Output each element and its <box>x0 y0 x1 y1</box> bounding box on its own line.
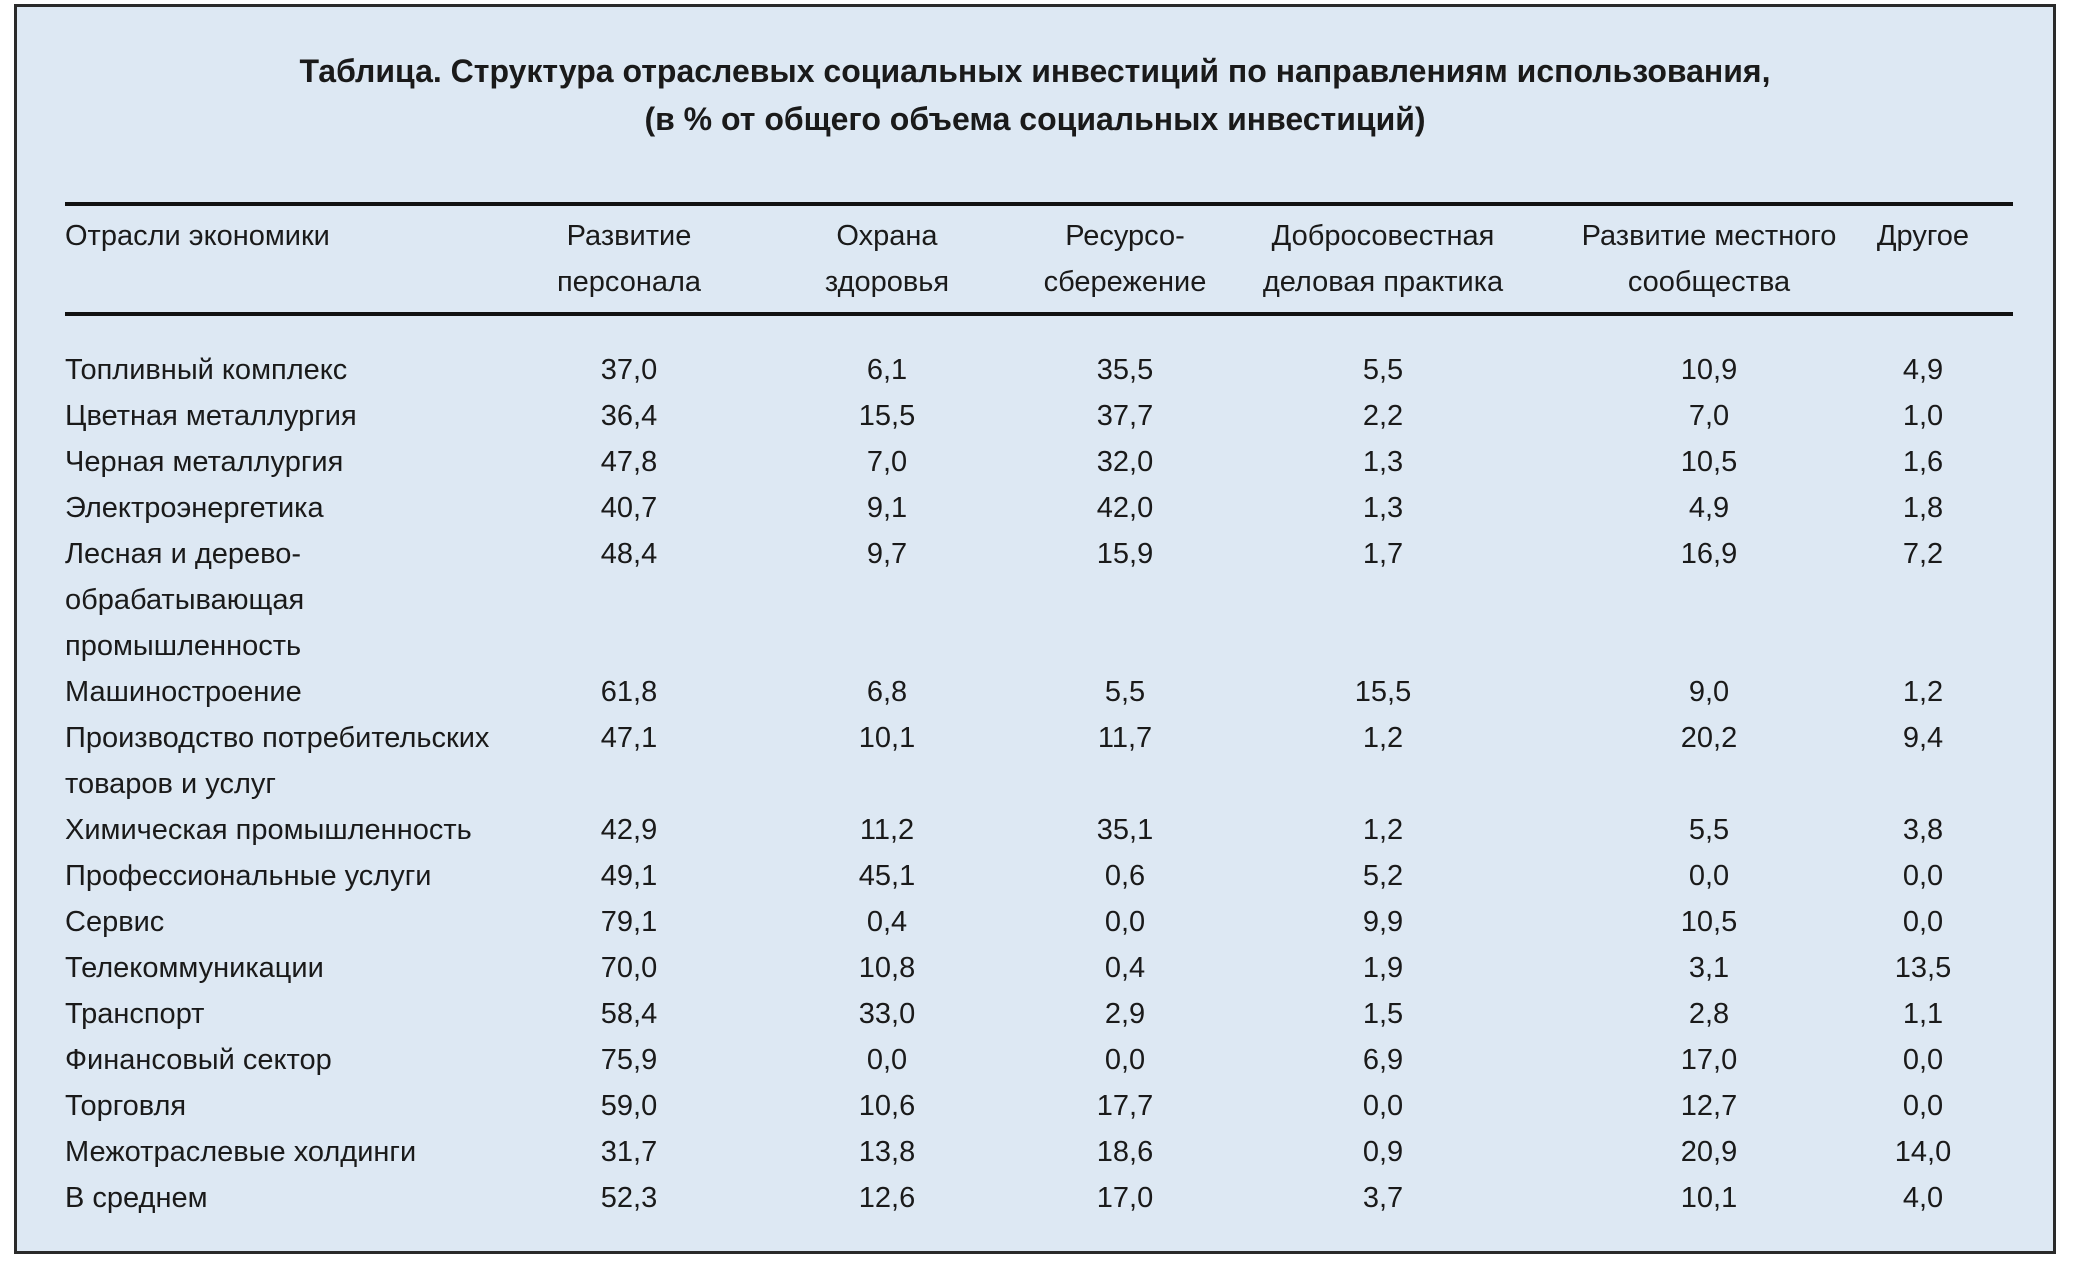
header-text: Охрана <box>836 220 938 252</box>
value-cell: 10,6 <box>858 1090 916 1122</box>
industry-name <box>65 1037 332 1083</box>
value-cell: 15,5 <box>1354 676 1412 708</box>
value-cell: 48,4 <box>600 538 658 570</box>
header-text: Отрасли экономики <box>65 220 330 252</box>
value-cell: 2,2 <box>1362 400 1404 432</box>
value-cell: 9,9 <box>1362 906 1404 938</box>
value-cell: 2,8 <box>1688 998 1730 1030</box>
value-cell: 18,6 <box>1096 1136 1154 1168</box>
value-cell: 15,5 <box>858 400 916 432</box>
value-cell: 12,6 <box>858 1182 916 1214</box>
value-cell: 0,0 <box>1902 906 1944 938</box>
industry-name-line: Цветная металлургия <box>65 400 357 432</box>
value-cell: 1,2 <box>1362 814 1404 846</box>
industry-name-line: Финансовый сектор <box>65 1044 332 1076</box>
industry-name-line: Химическая промышленность <box>65 814 472 846</box>
value-cell: 4,9 <box>1902 354 1944 386</box>
industry-name-line: Транспорт <box>65 998 205 1030</box>
industry-name <box>65 531 304 669</box>
table-title <box>17 47 2053 143</box>
value-cell: 35,5 <box>1096 354 1154 386</box>
value-cell: 6,1 <box>866 354 908 386</box>
value-cell: 1,5 <box>1362 998 1404 1030</box>
value-cell: 3,1 <box>1688 952 1730 984</box>
value-cell: 14,0 <box>1894 1136 1952 1168</box>
header-text: деловая практика <box>1262 266 1504 298</box>
industry-name-line: промышленность <box>65 630 302 662</box>
industry-name <box>65 807 472 853</box>
value-cell: 13,8 <box>858 1136 916 1168</box>
industry-name-line: Межотраслевые холдинги <box>65 1136 417 1168</box>
value-cell: 9,0 <box>1688 676 1730 708</box>
value-cell: 0,0 <box>1902 860 1944 892</box>
value-cell: 42,9 <box>600 814 658 846</box>
value-cell: 0,6 <box>1104 860 1146 892</box>
value-cell: 37,7 <box>1096 400 1154 432</box>
value-cell: 1,0 <box>1902 400 1944 432</box>
value-cell: 5,2 <box>1362 860 1404 892</box>
industry-name <box>65 1083 186 1129</box>
header-staff-development <box>519 213 739 305</box>
value-cell: 4,9 <box>1688 492 1730 524</box>
value-cell: 0,9 <box>1362 1136 1404 1168</box>
value-cell: 31,7 <box>600 1136 658 1168</box>
value-cell: 0,0 <box>1902 1044 1944 1076</box>
header-industry <box>65 213 330 259</box>
value-cell: 35,1 <box>1096 814 1154 846</box>
industry-name <box>65 1129 416 1175</box>
value-cell: 10,5 <box>1680 906 1738 938</box>
value-cell: 79,1 <box>600 906 658 938</box>
value-cell: 10,9 <box>1680 354 1738 386</box>
value-cell: 10,1 <box>1680 1182 1738 1214</box>
industry-name-line: Торговля <box>65 1090 187 1122</box>
header-bottom-rule <box>65 312 2013 316</box>
industry-name-line: Электроэнергетика <box>65 492 324 524</box>
value-cell: 45,1 <box>858 860 916 892</box>
value-cell: 0,0 <box>1902 1090 1944 1122</box>
value-cell: 42,0 <box>1096 492 1154 524</box>
value-cell: 7,2 <box>1902 538 1944 570</box>
value-cell: 36,4 <box>600 400 658 432</box>
value-cell: 0,0 <box>866 1044 908 1076</box>
value-cell: 40,7 <box>600 492 658 524</box>
value-cell: 13,5 <box>1894 952 1952 984</box>
value-cell: 1,8 <box>1902 492 1944 524</box>
industry-name <box>65 991 204 1037</box>
header-top-rule <box>65 202 2013 206</box>
value-cell: 5,5 <box>1688 814 1730 846</box>
industry-name <box>65 347 347 393</box>
industry-name <box>65 945 324 991</box>
title-line-1: Таблица. Структура отраслевых социальных инвестиций по направлениям использования, <box>299 53 1771 89</box>
header-text: Ресурсо- <box>1065 220 1185 252</box>
value-cell: 11,2 <box>859 814 915 846</box>
value-cell: 1,6 <box>1902 446 1944 478</box>
value-cell: 6,8 <box>866 676 908 708</box>
header-text: персонала <box>556 266 702 298</box>
industry-name-line: Машиностроение <box>65 676 302 708</box>
header-text: Развитие <box>566 220 692 252</box>
value-cell: 1,3 <box>1362 446 1404 478</box>
value-cell: 17,7 <box>1096 1090 1154 1122</box>
industry-name-line: Топливный комплекс <box>65 354 348 386</box>
value-cell: 5,5 <box>1362 354 1404 386</box>
table-frame <box>14 4 2056 1254</box>
value-cell: 10,5 <box>1680 446 1738 478</box>
header-text: Добросовестная <box>1271 220 1495 252</box>
value-cell: 0,0 <box>1104 906 1146 938</box>
value-cell: 7,0 <box>866 446 908 478</box>
value-cell: 0,4 <box>1104 952 1146 984</box>
value-cell: 0,0 <box>1688 860 1730 892</box>
value-cell: 75,9 <box>600 1044 658 1076</box>
industry-name-line: Профессиональные услуги <box>65 860 432 892</box>
value-cell: 49,1 <box>600 860 658 892</box>
value-cell: 1,7 <box>1362 538 1404 570</box>
value-cell: 52,3 <box>600 1182 658 1214</box>
value-cell: 59,0 <box>600 1090 658 1122</box>
value-cell: 47,1 <box>600 722 658 754</box>
title-line-2: (в % от общего объема социальных инвестиций) <box>644 101 1426 137</box>
industry-name <box>65 669 302 715</box>
value-cell: 47,8 <box>600 446 658 478</box>
value-cell: 7,0 <box>1688 400 1730 432</box>
value-cell: 32,0 <box>1096 446 1154 478</box>
value-cell: 3,7 <box>1362 1182 1404 1214</box>
value-cell: 1,9 <box>1362 952 1404 984</box>
header-text: здоровья <box>824 266 950 298</box>
value-cell: 3,8 <box>1902 814 1944 846</box>
value-cell: 1,1 <box>1902 998 1944 1030</box>
value-cell: 1,2 <box>1902 676 1944 708</box>
header-text: сбережение <box>1043 266 1207 298</box>
header-text: сообщества <box>1627 266 1791 298</box>
industry-name-line: В среднем <box>65 1182 208 1214</box>
value-cell: 17,0 <box>1096 1182 1154 1214</box>
value-cell: 20,2 <box>1680 722 1738 754</box>
value-cell: 6,9 <box>1362 1044 1404 1076</box>
industry-name-line: Лесная и дерево- <box>65 538 301 570</box>
value-cell: 11,7 <box>1097 722 1153 754</box>
value-cell: 5,5 <box>1104 676 1146 708</box>
header-community <box>1549 213 1869 305</box>
industry-name <box>65 899 164 945</box>
industry-name-line: Черная металлургия <box>65 446 344 478</box>
value-cell: 16,9 <box>1680 538 1738 570</box>
value-cell: 58,4 <box>600 998 658 1030</box>
industry-name <box>65 715 489 807</box>
value-cell: 4,0 <box>1902 1182 1944 1214</box>
industry-name-line: Сервис <box>65 906 165 938</box>
value-cell: 10,8 <box>858 952 916 984</box>
value-cell: 17,0 <box>1680 1044 1738 1076</box>
header-other <box>1843 213 2003 259</box>
industry-name <box>65 853 432 899</box>
value-cell: 33,0 <box>858 998 916 1030</box>
value-cell: 12,7 <box>1680 1090 1738 1122</box>
value-cell: 70,0 <box>600 952 658 984</box>
industry-name-line: Телекоммуникации <box>65 952 324 984</box>
header-fair-practice <box>1233 213 1533 305</box>
value-cell: 9,4 <box>1902 722 1944 754</box>
industry-name <box>65 393 357 439</box>
industry-name-line: обрабатывающая <box>65 584 305 616</box>
value-cell: 15,9 <box>1096 538 1154 570</box>
value-cell: 37,0 <box>600 354 658 386</box>
header-resource-saving <box>1015 213 1235 305</box>
value-cell: 10,1 <box>858 722 916 754</box>
value-cell: 0,4 <box>866 906 908 938</box>
value-cell: 20,9 <box>1680 1136 1738 1168</box>
value-cell: 0,0 <box>1362 1090 1404 1122</box>
value-cell: 9,7 <box>866 538 908 570</box>
header-text: Развитие местного <box>1581 220 1837 252</box>
industry-name-line: товаров и услуг <box>65 768 276 800</box>
header-health <box>777 213 997 305</box>
value-cell: 61,8 <box>600 676 658 708</box>
header-text: Другое <box>1876 220 1970 252</box>
value-cell: 1,3 <box>1362 492 1404 524</box>
industry-name <box>65 439 343 485</box>
industry-name-line: Производство потребительских <box>65 722 490 754</box>
value-cell: 2,9 <box>1104 998 1146 1030</box>
value-cell: 0,0 <box>1104 1044 1146 1076</box>
industry-name <box>65 485 324 531</box>
industry-name <box>65 1175 208 1221</box>
value-cell: 1,2 <box>1362 722 1404 754</box>
value-cell: 9,1 <box>866 492 908 524</box>
